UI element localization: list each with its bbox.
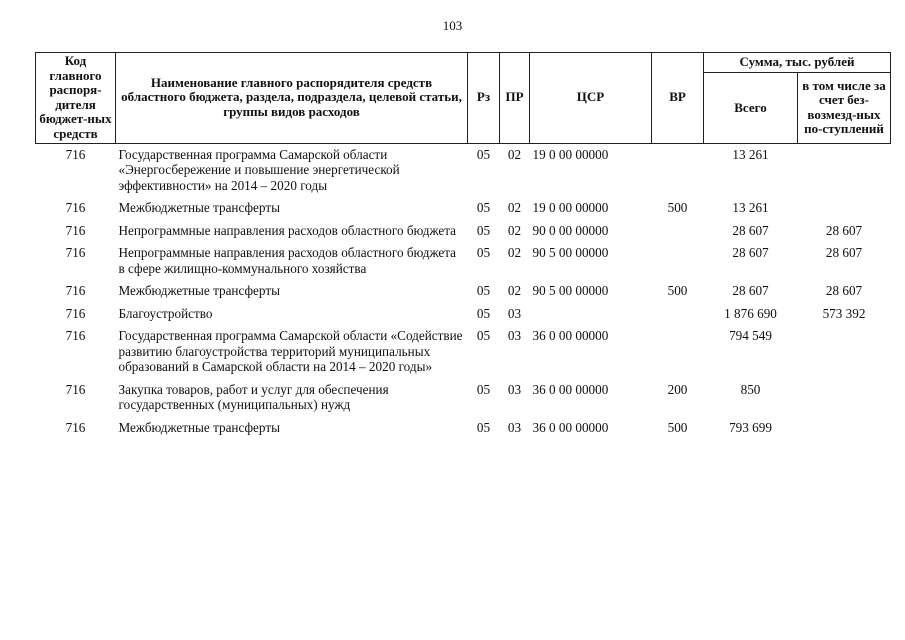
cell-vr: 500 <box>667 419 688 435</box>
cell-pr: 02 <box>507 146 522 162</box>
cell-csr: 36 0 00 00000 <box>532 381 609 397</box>
cell-rz: 05 <box>476 146 491 162</box>
cell-code: 716 <box>65 283 86 299</box>
header-vr: ВР <box>652 53 704 144</box>
cell-free: 573 392 <box>822 305 866 321</box>
cell-total: 28 607 <box>732 222 769 238</box>
cell-free <box>798 200 891 223</box>
cell-pr: 02 <box>507 283 522 299</box>
cell-pr: 02 <box>507 200 522 216</box>
cell-vr <box>652 328 704 382</box>
cell-total: 13 261 <box>732 146 769 162</box>
cell-total: 850 <box>740 381 761 397</box>
cell-pr: 03 <box>507 381 522 397</box>
cell-vr <box>652 143 704 200</box>
cell-free <box>798 328 891 382</box>
cell-csr: 19 0 00 00000 <box>532 146 609 162</box>
cell-total: 794 549 <box>729 328 772 344</box>
table-row <box>36 382 891 420</box>
cell-csr: 90 0 00 00000 <box>532 222 609 238</box>
cell-total: 28 607 <box>732 245 769 261</box>
cell-rz: 05 <box>476 305 491 321</box>
table-row <box>36 200 891 223</box>
cell-vr <box>652 306 704 329</box>
cell-code: 716 <box>65 200 86 216</box>
cell-name: Межбюджетные трансферты <box>118 283 280 299</box>
cell-total: 28 607 <box>732 283 769 299</box>
table-body <box>36 143 891 442</box>
table-row <box>36 420 891 443</box>
cell-vr: 200 <box>667 381 688 397</box>
cell-vr: 500 <box>667 200 688 216</box>
cell-pr: 03 <box>507 419 522 435</box>
cell-name: Межбюджетные трансферты <box>118 200 280 216</box>
cell-free: 28 607 <box>825 222 863 238</box>
budget-table <box>35 52 891 442</box>
table-row <box>36 283 891 306</box>
cell-pr: 02 <box>507 245 522 261</box>
cell-code: 716 <box>65 245 86 261</box>
cell-name: Государственная программа Самарской области «Энергосбережение и повышение энергетической эффективности» на 2014 – 2020 годы <box>118 146 400 193</box>
cell-total: 13 261 <box>732 200 769 216</box>
header-rz: Рз <box>468 53 500 144</box>
cell-rz: 05 <box>476 328 491 344</box>
cell-free <box>798 382 891 420</box>
cell-vr: 500 <box>667 283 688 299</box>
cell-csr: 19 0 00 00000 <box>532 200 609 216</box>
cell-pr: 03 <box>507 328 522 344</box>
cell-rz: 05 <box>476 222 491 238</box>
cell-rz: 05 <box>476 381 491 397</box>
cell-rz: 05 <box>476 419 491 435</box>
cell-name: Межбюджетные трансферты <box>118 419 280 435</box>
cell-code: 716 <box>65 222 86 238</box>
cell-vr <box>652 223 704 246</box>
cell-pr: 03 <box>507 305 522 321</box>
header-code: Код главного распоря-дителя бюджет-ных средств <box>36 53 116 144</box>
cell-vr <box>652 245 704 283</box>
cell-free <box>798 143 891 200</box>
cell-code: 716 <box>65 419 86 435</box>
cell-code: 716 <box>65 146 86 162</box>
cell-csr: 90 5 00 00000 <box>532 283 609 299</box>
table-row <box>36 143 891 200</box>
table-header <box>36 53 891 144</box>
cell-name: Закупка товаров, работ и услуг для обеспечения государственных (муниципальных) нужд <box>118 381 389 413</box>
header-name: Наименование главного распорядителя средств областного бюджета, раздела, подраздела, целевой статьи, группы видов расходов <box>116 53 468 144</box>
cell-total: 793 699 <box>729 419 772 435</box>
cell-free: 28 607 <box>825 283 863 299</box>
cell-code: 716 <box>65 305 86 321</box>
cell-name: Благоустройство <box>118 305 213 321</box>
cell-name: Непрограммные направления расходов областного бюджета <box>118 222 457 238</box>
cell-rz: 05 <box>476 245 491 261</box>
header-total: Всего <box>704 73 798 143</box>
cell-code: 716 <box>65 328 86 344</box>
cell-free: 28 607 <box>825 245 863 261</box>
table-row <box>36 328 891 382</box>
cell-free <box>798 420 891 443</box>
cell-rz: 05 <box>476 200 491 216</box>
table-row <box>36 245 891 283</box>
header-csr: ЦСР <box>530 53 652 144</box>
cell-code: 716 <box>65 381 86 397</box>
table-row <box>36 223 891 246</box>
cell-rz: 05 <box>476 283 491 299</box>
cell-name: Непрограммные направления расходов областного бюджета в сфере жилищно-коммунального хозяйства <box>118 245 457 276</box>
page-number: 103 <box>442 18 463 33</box>
cell-total: 1 876 690 <box>724 305 777 321</box>
cell-csr: 90 5 00 00000 <box>532 245 609 261</box>
cell-name: Государственная программа Самарской области «Содействие развитию благоустройства территорий муниципальных образований в Самарской области на 2014 – 2020 годы» <box>118 328 463 375</box>
cell-csr <box>530 306 652 329</box>
cell-csr: 36 0 00 00000 <box>532 419 609 435</box>
header-pr: ПР <box>500 53 530 144</box>
header-sum: Сумма, тыс. рублей <box>704 53 891 73</box>
cell-csr: 36 0 00 00000 <box>532 328 609 344</box>
table-row <box>36 306 891 329</box>
header-free: в том числе за счет без-возмезд-ных по-ступлений <box>798 73 891 143</box>
cell-pr: 02 <box>507 222 522 238</box>
